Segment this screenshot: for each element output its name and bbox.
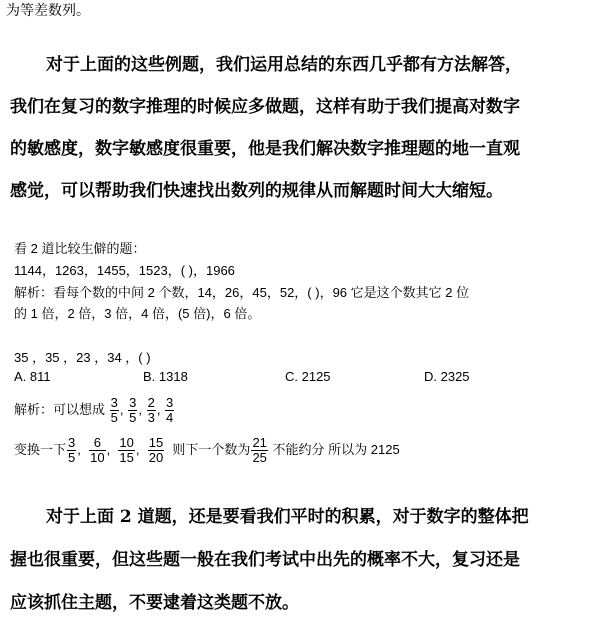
option-a: A. 811 (14, 369, 51, 384)
answer-1-line-1: 解析：看每个数的中间 2 个数，14，26，45，52，( )，96 它是这个数其它 2 位 (14, 285, 470, 300)
fraction: $\frac{15}{20}$ (148, 435, 164, 466)
paragraph-line: 的敏感度，数字敏感度很重要，他是我们解决数字推理题的地一直观 (10, 139, 520, 159)
paragraph-line: 我们在复习的数字推理的时候应多做题，这样有助于我们提高对数字 (10, 97, 520, 117)
fraction: $\frac{3}{5}$ (110, 395, 118, 426)
paragraph-summary (10, 44, 595, 212)
answer-1-line-2: 的 1 倍，2 倍，3 倍，4 倍，(5 倍)，6 倍。 (14, 306, 261, 321)
paragraph-line: 对于上面的这些例题，我们运用总结的东西几乎都有方法解答， (46, 55, 522, 75)
paragraph-conclusion (10, 496, 595, 625)
example-heading: 看 2 道比较生僻的题： (14, 241, 146, 256)
fraction: $\frac{10}{15}$ (119, 435, 134, 466)
option-b: B. 1318 (143, 369, 188, 384)
option-c: C. 2125 (285, 369, 331, 384)
answer-2: 解析：可以想成 $\frac{3}{5}$ , $\frac{3}{5}$ , $\frac{2}{3}$ , $\frac{3}{4}$ (14, 395, 174, 426)
paragraph-line: 感觉，可以帮助我们快速找出数列的规律从而解题时间大大缩短。 (10, 181, 503, 201)
fraction: $\frac{3}{4}$ (166, 395, 174, 426)
question-2: 35 ，35 ，23 ，34 ，( ) (14, 350, 151, 365)
fraction: $\frac{21}{25}$ (252, 435, 267, 466)
option-d: D. 2325 (424, 369, 470, 384)
top-line: 为等差数列。 (6, 3, 90, 19)
fraction: $\frac{3}{5}$ (68, 435, 76, 466)
transform-line: 变换一下 $\frac{3}{5}$ , $\frac{6}{10}$ , $\frac{10}{15}$ , $\frac{15}{20}$ 则下一个数为 $\frac{21}{25}$ 不能约分 所以为 2125 (14, 435, 400, 466)
question-1: 1144，1263，1455，1523，( )，1966 (14, 263, 235, 278)
fraction: $\frac{3}{5}$ (129, 395, 137, 426)
fraction: $\frac{2}{3}$ (147, 395, 155, 426)
answer-2-prefix: 解析：可以想成 (14, 402, 106, 417)
fraction: $\frac{6}{10}$ (90, 435, 105, 466)
paragraph-line: 握也很重要，但这些题一般在我们考试中出先的概率不大，复习还是 (10, 550, 520, 570)
paragraph-line: 应该抓住主题，不要逮着这类题不放。 (10, 593, 299, 613)
paragraph-line: 对于上面 2 道题，还是要看我们平时的积累，对于数字的整体把 (46, 507, 529, 527)
